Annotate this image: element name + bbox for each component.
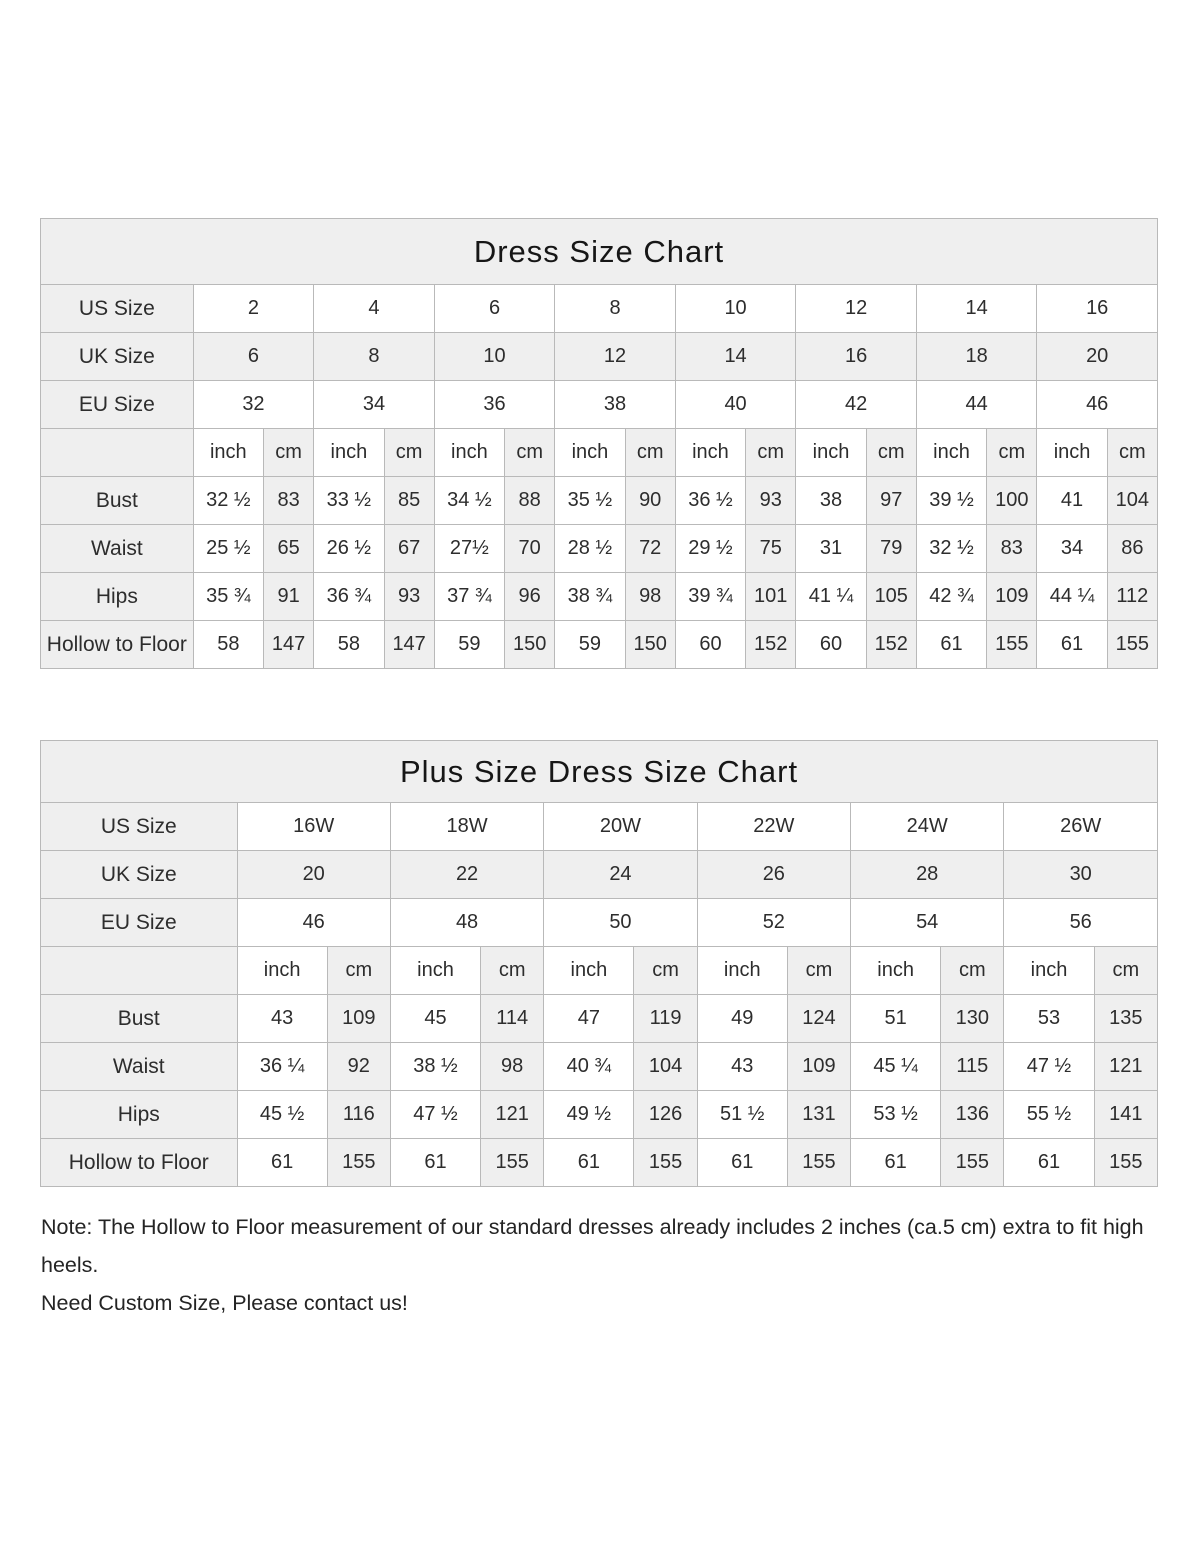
size-value-cell: 8 xyxy=(314,333,435,381)
size-value-cell: 30 xyxy=(1004,851,1158,899)
size-value-cell: 18W xyxy=(390,803,543,851)
size-value-cell: 54 xyxy=(851,899,1004,947)
table-row xyxy=(41,573,1158,621)
standard-size-chart-table xyxy=(40,218,1158,669)
measure-inch-cell: 39 ½ xyxy=(916,477,986,525)
size-value-cell: 10 xyxy=(675,285,796,333)
measure-inch-cell: 25 ½ xyxy=(193,525,263,573)
measure-inch-cell: 37 ¾ xyxy=(434,573,504,621)
measure-inch-cell: 43 xyxy=(237,995,327,1043)
unit-inch-cell: inch xyxy=(1037,429,1107,477)
measure-cm-cell: 136 xyxy=(941,1091,1004,1139)
size-value-cell: 40 xyxy=(675,381,796,429)
unit-cm-cell: cm xyxy=(987,429,1037,477)
measure-cm-cell: 155 xyxy=(787,1139,850,1187)
measure-cm-cell: 141 xyxy=(1094,1091,1157,1139)
size-value-cell: 32 xyxy=(193,381,314,429)
unit-inch-cell: inch xyxy=(796,429,866,477)
unit-row-label-cell xyxy=(41,429,194,477)
measure-inch-cell: 26 ½ xyxy=(314,525,384,573)
measure-cm-cell: 75 xyxy=(746,525,796,573)
unit-cm-cell: cm xyxy=(625,429,675,477)
measure-inch-cell: 61 xyxy=(390,1139,480,1187)
row-label: Hips xyxy=(41,573,194,621)
unit-cm-cell: cm xyxy=(634,947,697,995)
unit-inch-cell: inch xyxy=(434,429,504,477)
measure-inch-cell: 61 xyxy=(1004,1139,1094,1187)
measure-inch-cell: 49 ½ xyxy=(544,1091,634,1139)
size-value-cell: 6 xyxy=(434,285,555,333)
size-value-cell: 12 xyxy=(796,285,917,333)
measure-cm-cell: 135 xyxy=(1094,995,1157,1043)
measure-cm-cell: 116 xyxy=(327,1091,390,1139)
measure-cm-cell: 90 xyxy=(625,477,675,525)
measure-inch-cell: 45 ½ xyxy=(237,1091,327,1139)
measure-inch-cell: 32 ½ xyxy=(193,477,263,525)
size-value-cell: 20W xyxy=(544,803,697,851)
measure-inch-cell: 31 xyxy=(796,525,866,573)
row-label: Hips xyxy=(41,1091,238,1139)
size-value-cell: 24 xyxy=(544,851,697,899)
table-row xyxy=(41,1043,1158,1091)
measure-cm-cell: 72 xyxy=(625,525,675,573)
measure-cm-cell: 70 xyxy=(505,525,555,573)
measure-cm-cell: 114 xyxy=(481,995,544,1043)
measure-inch-cell: 36 ¼ xyxy=(237,1043,327,1091)
measure-inch-cell: 42 ¾ xyxy=(916,573,986,621)
measure-cm-cell: 97 xyxy=(866,477,916,525)
size-value-cell: 22W xyxy=(697,803,850,851)
size-value-cell: 2 xyxy=(193,285,314,333)
measure-cm-cell: 130 xyxy=(941,995,1004,1043)
unit-cm-cell: cm xyxy=(787,947,850,995)
measure-inch-cell: 58 xyxy=(314,621,384,669)
measure-cm-cell: 150 xyxy=(505,621,555,669)
size-value-cell: 20 xyxy=(1037,333,1158,381)
measure-cm-cell: 112 xyxy=(1107,573,1157,621)
size-value-cell: 8 xyxy=(555,285,676,333)
measure-cm-cell: 88 xyxy=(505,477,555,525)
measure-cm-cell: 105 xyxy=(866,573,916,621)
measure-inch-cell: 38 ½ xyxy=(390,1043,480,1091)
measure-inch-cell: 41 xyxy=(1037,477,1107,525)
table-row xyxy=(41,803,1158,851)
size-value-cell: 26 xyxy=(697,851,850,899)
measure-inch-cell: 40 ¾ xyxy=(544,1043,634,1091)
unit-cm-cell: cm xyxy=(263,429,313,477)
table-row xyxy=(41,429,1158,477)
size-value-cell: 36 xyxy=(434,381,555,429)
measure-cm-cell: 155 xyxy=(481,1139,544,1187)
measure-inch-cell: 28 ½ xyxy=(555,525,625,573)
note-text xyxy=(41,1208,1166,1322)
measure-cm-cell: 155 xyxy=(1094,1139,1157,1187)
size-value-cell: 4 xyxy=(314,285,435,333)
size-value-cell: 38 xyxy=(555,381,676,429)
note-line-custom-size: Need Custom Size, Please contact us! xyxy=(41,1291,408,1315)
size-value-cell: 50 xyxy=(544,899,697,947)
size-value-cell: 20 xyxy=(237,851,390,899)
row-label: Waist xyxy=(41,1043,238,1091)
size-value-cell: 56 xyxy=(1004,899,1158,947)
unit-inch-cell: inch xyxy=(851,947,941,995)
measure-inch-cell: 49 xyxy=(697,995,787,1043)
measure-inch-cell: 35 ½ xyxy=(555,477,625,525)
measure-cm-cell: 155 xyxy=(987,621,1037,669)
unit-inch-cell: inch xyxy=(314,429,384,477)
measure-inch-cell: 36 ½ xyxy=(675,477,745,525)
size-value-cell: 6 xyxy=(193,333,314,381)
measure-cm-cell: 155 xyxy=(327,1139,390,1187)
measure-inch-cell: 47 xyxy=(544,995,634,1043)
measure-inch-cell: 55 ½ xyxy=(1004,1091,1094,1139)
size-value-cell: 46 xyxy=(1037,381,1158,429)
measure-cm-cell: 100 xyxy=(987,477,1037,525)
measure-inch-cell: 60 xyxy=(796,621,866,669)
measure-inch-cell: 32 ½ xyxy=(916,525,986,573)
measure-cm-cell: 155 xyxy=(941,1139,1004,1187)
measure-inch-cell: 34 ½ xyxy=(434,477,504,525)
unit-cm-cell: cm xyxy=(746,429,796,477)
measure-cm-cell: 67 xyxy=(384,525,434,573)
measure-inch-cell: 47 ½ xyxy=(1004,1043,1094,1091)
measure-cm-cell: 126 xyxy=(634,1091,697,1139)
size-value-cell: 22 xyxy=(390,851,543,899)
measure-cm-cell: 121 xyxy=(481,1091,544,1139)
measure-cm-cell: 86 xyxy=(1107,525,1157,573)
measure-cm-cell: 79 xyxy=(866,525,916,573)
size-value-cell: 42 xyxy=(796,381,917,429)
unit-cm-cell: cm xyxy=(1094,947,1157,995)
measure-inch-cell: 38 xyxy=(796,477,866,525)
measure-inch-cell: 47 ½ xyxy=(390,1091,480,1139)
table-row xyxy=(41,1091,1158,1139)
measure-inch-cell: 29 ½ xyxy=(675,525,745,573)
measure-cm-cell: 65 xyxy=(263,525,313,573)
size-value-cell: 18 xyxy=(916,333,1037,381)
measure-cm-cell: 109 xyxy=(327,995,390,1043)
measure-inch-cell: 61 xyxy=(237,1139,327,1187)
measure-cm-cell: 147 xyxy=(384,621,434,669)
size-value-cell: 52 xyxy=(697,899,850,947)
row-label: UK Size xyxy=(41,851,238,899)
size-value-cell: 28 xyxy=(851,851,1004,899)
unit-inch-cell: inch xyxy=(193,429,263,477)
size-value-cell: 26W xyxy=(1004,803,1158,851)
row-label: Bust xyxy=(41,995,238,1043)
row-label: US Size xyxy=(41,285,194,333)
measure-cm-cell: 104 xyxy=(1107,477,1157,525)
size-value-cell: 46 xyxy=(237,899,390,947)
unit-row-label-cell xyxy=(41,947,238,995)
row-label: Hollow to Floor xyxy=(41,621,194,669)
measure-inch-cell: 61 xyxy=(544,1139,634,1187)
size-value-cell: 16W xyxy=(237,803,390,851)
measure-cm-cell: 83 xyxy=(987,525,1037,573)
table-row xyxy=(41,947,1158,995)
unit-inch-cell: inch xyxy=(916,429,986,477)
size-value-cell: 24W xyxy=(851,803,1004,851)
measure-cm-cell: 109 xyxy=(987,573,1037,621)
size-value-cell: 10 xyxy=(434,333,555,381)
table-row xyxy=(41,995,1158,1043)
measure-inch-cell: 39 ¾ xyxy=(675,573,745,621)
measure-inch-cell: 36 ¾ xyxy=(314,573,384,621)
row-label: US Size xyxy=(41,803,238,851)
note-line-hollow-to-floor: Note: The Hollow to Floor measurement of our standard dresses already includes 2 inches (ca.5 cm) extra to fit high heels. xyxy=(41,1215,1144,1277)
measure-cm-cell: 109 xyxy=(787,1043,850,1091)
size-value-cell: 12 xyxy=(555,333,676,381)
measure-inch-cell: 61 xyxy=(851,1139,941,1187)
row-label: Waist xyxy=(41,525,194,573)
table-row xyxy=(41,219,1158,285)
unit-inch-cell: inch xyxy=(237,947,327,995)
row-label: EU Size xyxy=(41,899,238,947)
unit-cm-cell: cm xyxy=(941,947,1004,995)
size-value-cell: 34 xyxy=(314,381,435,429)
measure-cm-cell: 91 xyxy=(263,573,313,621)
measure-inch-cell: 60 xyxy=(675,621,745,669)
measure-inch-cell: 51 xyxy=(851,995,941,1043)
measure-cm-cell: 150 xyxy=(625,621,675,669)
measure-inch-cell: 27½ xyxy=(434,525,504,573)
table-row xyxy=(41,741,1158,803)
measure-inch-cell: 45 ¼ xyxy=(851,1043,941,1091)
measure-cm-cell: 101 xyxy=(746,573,796,621)
chart-title: Plus Size Dress Size Chart xyxy=(41,741,1158,803)
measure-cm-cell: 93 xyxy=(746,477,796,525)
measure-inch-cell: 59 xyxy=(434,621,504,669)
measure-inch-cell: 59 xyxy=(555,621,625,669)
measure-cm-cell: 96 xyxy=(505,573,555,621)
measure-cm-cell: 119 xyxy=(634,995,697,1043)
measure-cm-cell: 98 xyxy=(481,1043,544,1091)
row-label: EU Size xyxy=(41,381,194,429)
table-row xyxy=(41,525,1158,573)
measure-cm-cell: 152 xyxy=(746,621,796,669)
row-label: UK Size xyxy=(41,333,194,381)
measure-cm-cell: 155 xyxy=(634,1139,697,1187)
table-row xyxy=(41,333,1158,381)
unit-cm-cell: cm xyxy=(327,947,390,995)
unit-cm-cell: cm xyxy=(481,947,544,995)
measure-cm-cell: 93 xyxy=(384,573,434,621)
measure-cm-cell: 115 xyxy=(941,1043,1004,1091)
measure-inch-cell: 41 ¼ xyxy=(796,573,866,621)
table-row xyxy=(41,285,1158,333)
measure-inch-cell: 61 xyxy=(697,1139,787,1187)
measure-inch-cell: 33 ½ xyxy=(314,477,384,525)
row-label: Hollow to Floor xyxy=(41,1139,238,1187)
size-value-cell: 16 xyxy=(796,333,917,381)
measure-inch-cell: 38 ¾ xyxy=(555,573,625,621)
unit-cm-cell: cm xyxy=(505,429,555,477)
unit-inch-cell: inch xyxy=(697,947,787,995)
unit-cm-cell: cm xyxy=(384,429,434,477)
measure-cm-cell: 121 xyxy=(1094,1043,1157,1091)
table-row xyxy=(41,621,1158,669)
table-row xyxy=(41,381,1158,429)
unit-cm-cell: cm xyxy=(866,429,916,477)
measure-cm-cell: 155 xyxy=(1107,621,1157,669)
measure-cm-cell: 104 xyxy=(634,1043,697,1091)
measure-cm-cell: 152 xyxy=(866,621,916,669)
size-value-cell: 16 xyxy=(1037,285,1158,333)
size-value-cell: 48 xyxy=(390,899,543,947)
unit-inch-cell: inch xyxy=(390,947,480,995)
measure-inch-cell: 43 xyxy=(697,1043,787,1091)
measure-inch-cell: 35 ¾ xyxy=(193,573,263,621)
measure-inch-cell: 44 ¼ xyxy=(1037,573,1107,621)
measure-inch-cell: 53 ½ xyxy=(851,1091,941,1139)
unit-inch-cell: inch xyxy=(544,947,634,995)
size-value-cell: 14 xyxy=(916,285,1037,333)
unit-inch-cell: inch xyxy=(1004,947,1094,995)
unit-inch-cell: inch xyxy=(675,429,745,477)
size-value-cell: 44 xyxy=(916,381,1037,429)
measure-inch-cell: 34 xyxy=(1037,525,1107,573)
table-row xyxy=(41,899,1158,947)
measure-inch-cell: 51 ½ xyxy=(697,1091,787,1139)
measure-inch-cell: 61 xyxy=(916,621,986,669)
measure-inch-cell: 45 xyxy=(390,995,480,1043)
measure-cm-cell: 98 xyxy=(625,573,675,621)
measure-cm-cell: 147 xyxy=(263,621,313,669)
table-row xyxy=(41,851,1158,899)
row-label: Bust xyxy=(41,477,194,525)
measure-inch-cell: 58 xyxy=(193,621,263,669)
measure-cm-cell: 83 xyxy=(263,477,313,525)
size-value-cell: 14 xyxy=(675,333,796,381)
measure-cm-cell: 124 xyxy=(787,995,850,1043)
measure-cm-cell: 92 xyxy=(327,1043,390,1091)
chart-title: Dress Size Chart xyxy=(41,219,1158,285)
measure-cm-cell: 131 xyxy=(787,1091,850,1139)
measure-inch-cell: 53 xyxy=(1004,995,1094,1043)
unit-inch-cell: inch xyxy=(555,429,625,477)
measure-inch-cell: 61 xyxy=(1037,621,1107,669)
table-row xyxy=(41,1139,1158,1187)
measure-cm-cell: 85 xyxy=(384,477,434,525)
plus-size-chart-table xyxy=(40,740,1158,1187)
unit-cm-cell: cm xyxy=(1107,429,1157,477)
table-row xyxy=(41,477,1158,525)
